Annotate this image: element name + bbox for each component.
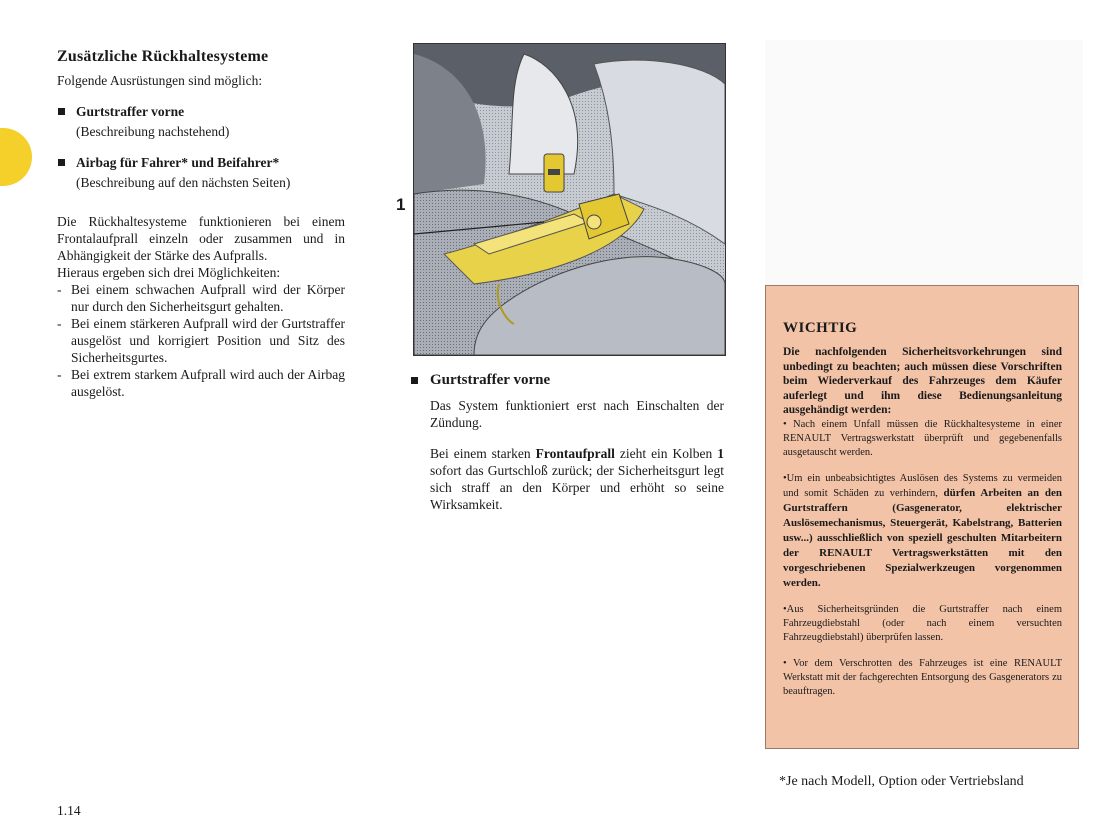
warning-item: • Nach einem Unfall müssen die Rückhaltesysteme in einer RENAULT Vertragswerkstatt überprüft und gegebenenfalls ausgetauscht werden. [783,418,1062,458]
option-subtitle: (Beschreibung auf den nächsten Seiten) [76,175,291,190]
section-tab-marker [0,128,32,186]
blank-area [765,40,1083,285]
body-paragraph: Hieraus ergeben sich drei Möglichkeiten: [57,265,281,280]
middle-column [410,372,724,513]
text-run-bold: 1 [717,446,724,461]
left-column [57,48,345,400]
page-number: 1.14 [57,803,81,818]
case-text: Bei einem schwachen Aufprall wird der Körper nur durch den Sicherheitsgurt gehalten. [71,282,345,314]
option-title: Airbag für Fahrer* und Beifahrer* [76,155,280,170]
option-item [57,103,345,140]
option-title: Gurtstraffer vorne [76,104,185,119]
body-paragraph: Die Rückhaltesysteme funktionieren bei einem Frontalaufprall einzeln oder zusammen und in Abhängigkeit der Stärke des Aufpralls. [57,214,345,263]
text-run-bold: Frontaufprall [535,446,615,461]
option-item [57,154,345,191]
bullet-square-icon [411,377,418,384]
heading-text: Gurtstraffer vorne [430,372,551,388]
text-run: zieht ein Kolben [614,446,718,461]
case-item [57,315,345,366]
footnote: *Je nach Modell, Option oder Vertriebsland [779,774,1024,789]
body-paragraph [430,445,724,513]
bullet-square-icon [58,108,65,115]
case-item [57,366,345,400]
bullet-square-icon [58,159,65,166]
case-text: Bei extrem starkem Aufprall wird auch der Airbag ausgelöst. [71,367,345,399]
body-paragraph: Das System funktioniert erst nach Einschalten der Zündung. [430,398,724,430]
dash-marker: - [57,367,62,382]
warning-box [765,285,1079,749]
seat-illustration-svg [414,44,725,355]
text-run-bold: dürfen Arbeiten an den Gurtstraffern (Gasgenerator, elektrischer Auslösemechanismus, Steuergerät, Kabelstrang, Batterien usw...) ausschließlich von speziell geschulten Mitarbeitern der RENAULT Vertragswerkstätten mit den vorgeschriebenen Spezialwerkzeugen vorgenommen werden. [783,486,1062,589]
dash-marker: - [57,316,62,331]
option-subtitle: (Beschreibung nachstehend) [76,124,230,139]
text-run: •Um ein unbeabsichtigtes Auslösen des Systems zu vermeiden und somit Schäden zu verhindern, [783,472,1062,499]
dash-marker: - [57,282,62,297]
intro-text: Folgende Ausrüstungen sind möglich: [57,73,263,88]
warning-title: WICHTIG [783,320,858,336]
warning-item: • Vor dem Verschrotten des Fahrzeuges ist eine RENAULT Werkstatt mit der fachgerechten Entsorgung des Gasgenerators zu beauftragen. [783,657,1062,697]
case-item [57,281,345,315]
warning-item: •Aus Sicherheitsgründen die Gurtstraffer nach einem Fahrzeugdiebstahl (oder nach einem versuchten Fahrzeugdiebstahl) überprüfen lassen. [783,603,1062,643]
seat-pretensioner-illustration [413,43,726,356]
warning-item [783,472,1062,591]
warning-intro: Die nachfolgenden Sicherheitsvorkehrungen sind unbedingt zu beachten; auch müssen diese Vorschriften beim Wiederverkauf des Fahrzeuges dem Käufer auferlegt und ihm diese Bedienungsanleitung ausgehändigt werden: [783,346,1062,416]
section-title: Zusätzliche Rückhaltesysteme [57,48,269,65]
figure-callout-label: 1 [396,195,406,214]
pretensioner-heading [410,372,724,389]
text-run: sofort das Gurtschloß zurück; der Sicherheitsgurt legt sich straff an den Körper und erhöht so seine Wirksamkeit. [430,463,724,512]
text-run: Bei einem starken [430,446,536,461]
case-text: Bei einem stärkeren Aufprall wird der Gurtstraffer ausgelöst und korrigiert Position und Sitz des Sicherheitsgurtes. [71,316,345,365]
